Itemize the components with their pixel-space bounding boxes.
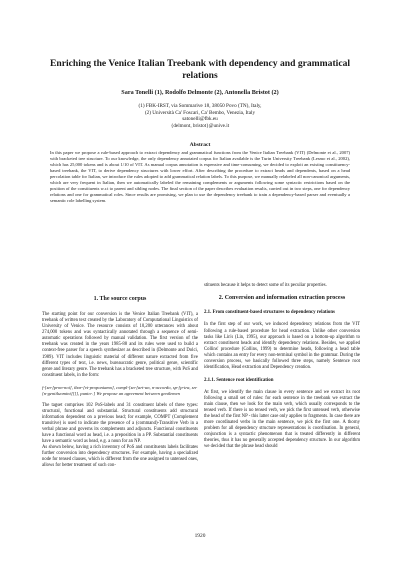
abstract-heading: Abstract <box>189 142 211 148</box>
right-column-continuation: stituents because it helps to detect some of its peculiar properties. <box>204 283 327 288</box>
subsection-2-1-1-heading: 2.1.1. Sentence root identification <box>204 377 274 383</box>
paper-authors: Sara Tonelli (1), Rodolfo Delmonte (2), Antonella Bristot (2) <box>121 89 279 96</box>
section-1-heading: 1. The source corpus <box>93 296 147 302</box>
author-email-1: satonelli@fbk.eu <box>182 116 218 123</box>
section-1-paragraph-2: The tagset comprises 102 PoS-labels and 31 constituent labels of three types: structural, functional and substantial. Structural constituents add structural information dependent on a previous head; for example, COMPT (Complement transitive) is used to indicate the presence of a (command)-Transitive Verb in a verbal phrase and governs its complements and adjuncts. Functional constituents have a functional word as head, i.e. a preposition in a PP. Substantial constituents have a semantic word as head, e.g. a noun for an NP. <box>42 402 198 444</box>
affiliation-2: (2) Università Ca' Foscari, Ca' Bembo, Venezia, Italy <box>144 109 256 116</box>
paper-title <box>40 58 360 82</box>
affiliation-1: (1) FBK-IRST, via Sommarive 18, 38050 Povo (TN), Italy, <box>138 103 262 109</box>
abstract-text: In this paper we propose a rule-based approach to extract dependency and grammatical functions from the Venice Italian Treebank (VIT) (Delmonte et al., 2007) with bracketed tree structure. To our knowledge, the only dependency annotated corpus for Italian available is the Turin University Treebank (Lesmo et al., 2002), which has 25,000 tokens and is about 1/10 of VIT. As manual corpus annotation is expensive and time-consuming, we decided to exploit an existing constituency-based treebank, the VIT, to derive dependency structures with lower effort. After describing the procedure to extract heads and dependents, based on a head percolation table for Italian, we introduce the rules adopted to add grammatical relation labels. To this purpose, we manually relabeled all non-canonical arguments, which are very frequent in Italian, then we automatically labeled the remaining complements or arguments following some syntactic restrictions based on the position of the constituents w.r.t to parent and sibling nodes. The final section of the paper describes evaluation results, carried out in two steps, one for dependency relations and one for grammatical roles. Since results are promising, we plan to use the dependency treebank to train a dependency-based parser and eventually a semantic role labelling system. <box>50 150 350 203</box>
page-number: 1920 <box>194 533 206 539</box>
left-column <box>42 296 198 469</box>
paper-affiliations <box>60 103 340 129</box>
right-column <box>204 283 360 451</box>
subsection-2-1-1-paragraph: At first, we identify the main clause in every sentence and we extract its root following a small set of rules: for each sentence in the treebank we extract the main clause, then we look for the main verb, which usually corresponds to the tensed verb. If there is no tensed verb, we pick the first untensed verb, otherwise the head of the first NP - this latter case only applies to fragments. In case there are more coordinated verbs in the main sentence, we pick the first one. A thorny problem for all dependency structure representations is coordination. In general, conjunction is a syntactic phenomenon that is treated differently in different theories, thus it has no generally accepted dependency structure. In our algorithm we decided that the phrase head should <box>204 390 360 450</box>
section-1-paragraph-1: The starting point for our conversion is the Venice Italian Treebank (VIT), a treebank of written text created by the Laboratory of Computational Linguistics of University of Venice. The resource consists of 10,200 utterances with about 274,000 tokens and was syntactically annotated through a sequence of semi-automatic operations followed by manual validation. The first version of the treebank was created in the years 1985-88 and its rules were used to build a context-free parser for a speech synthesizer as described in (Delmonte and Dolci, 1989). VIT includes linguistic material of different nature extracted from five different types of text, i.e. news, bureaucratic genre, political genre, scientific genre and literary genre. The treebank has a bracketed tree structure, with PoS and constituent labels, in the form: <box>42 312 198 378</box>
subsection-2-1-paragraph: In the first step of our work, we induced dependency relations from the VIT following a rule-based procedure for head extraction. Unlike other conversion tasks like Lin's (Lin, 1995), our approach is based on a bottom-up algorithm to extract constituent heads and identify dependency relations. Besides, we applied Collins' procedure (Collins, 1999) to determine heads, following a head table which contains an entry for every non-terminal symbol in the grammar. During the conversion process, we basically followed three steps, namely Sentence root identification, Head extraction and Dependency creation. <box>204 322 360 370</box>
paper-title-line-1: Enriching the Venice Italian Treebank with dependency and grammatical <box>49 58 351 69</box>
section-2-heading: 2. Conversion and information extraction process <box>218 295 346 302</box>
author-email-2: {delmont, bristot}@unive.it <box>170 122 230 129</box>
section-1-paragraph-3: As shown below, having a rich inventory of PoS and constituents labels facilitates further conversion into dependency structures. For example, having a specialized node for tensed clauses, which is different from the one assigned to untensed ones, allows for better treatment of such con- <box>42 444 198 468</box>
paper-title-line-2: relations <box>182 70 218 81</box>
subsection-2-1-heading: 2.1. From constituent-based structures to dependency relations <box>204 310 335 316</box>
section-1-bracketed-example: f-[sn-[pron-noi], ibar-[vt-proponiamo], compl-[sn-[art-un, n-accordo, sp-[p-tra, sn-[n-gentiluomini]]]], punto-.] We propose an agreement between gentlemen <box>42 384 198 396</box>
